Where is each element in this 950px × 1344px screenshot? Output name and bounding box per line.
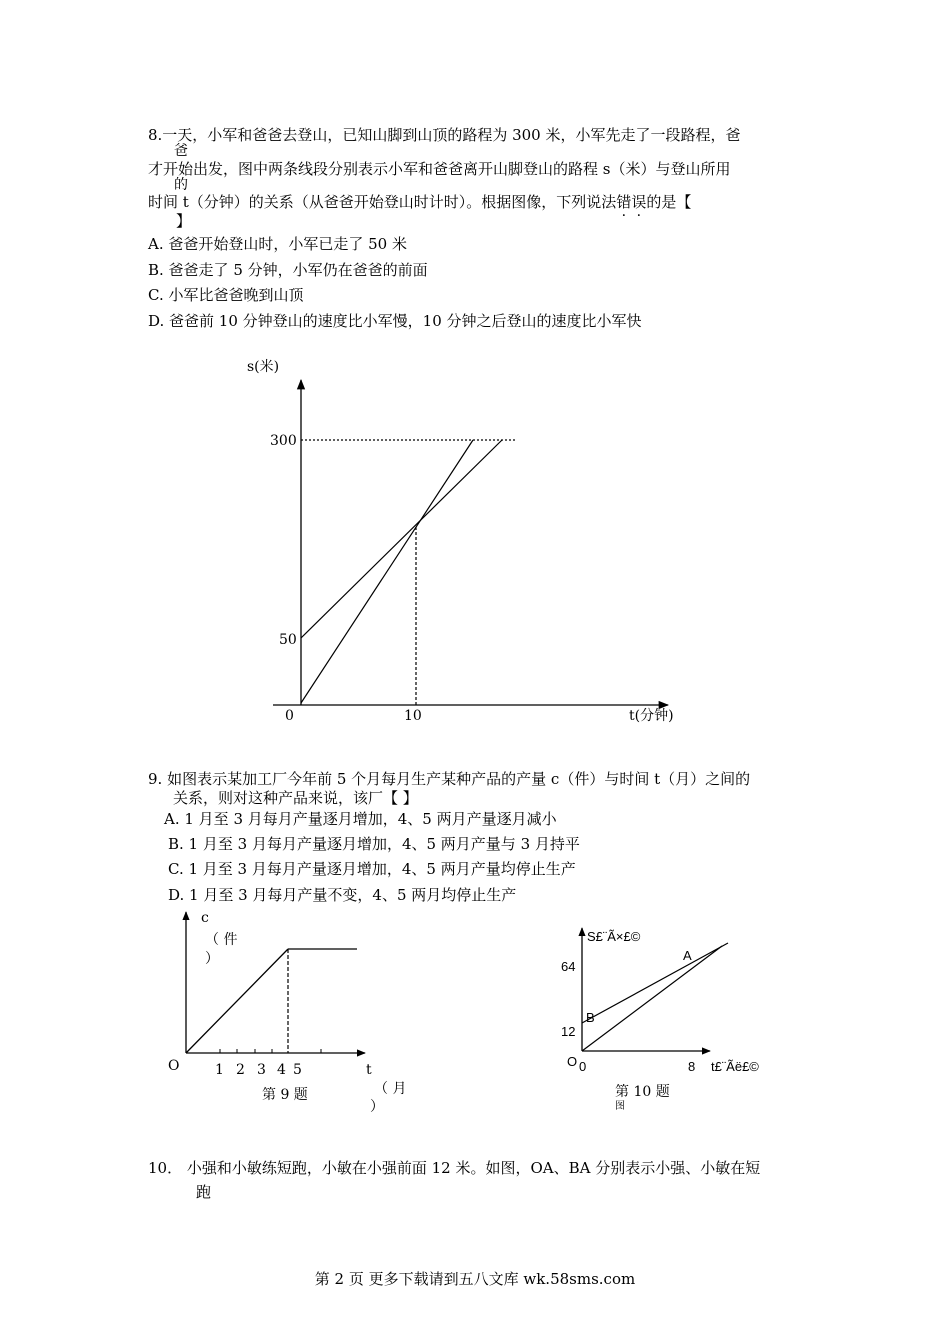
q9-option-d: D. 1 月至 3 月每月产量不变，4、5 两月均停止生产 [168,886,517,904]
q8-x-tick-10: 10 [404,708,422,724]
q10-point-b: B [586,1010,595,1025]
q8-y-axis-label: s(米) [247,359,280,375]
q8-line3-end: 的是【 [646,193,692,211]
q8-y-tick-50: 50 [279,632,297,648]
q9-y-label-c: c [201,910,209,926]
q9-option-b: B. 1 月至 3 月每月产量逐月增加，4、5 两月产量与 3 月持平 [168,835,580,853]
q10-caption-tail: 图 [615,1101,625,1112]
q10-x-label: t£¨Ãë£© [711,1059,759,1074]
q9-y-label-unit-close: ） [205,951,219,967]
q9-x-label-2: 2 [236,1062,245,1078]
q9-line2: 关系，则对这种产品来说，该厂【 】 [173,789,418,807]
q8-x-axis-label: t(分钟) [629,708,674,724]
q9-x-label-4: 4 [277,1062,286,1078]
q8-option-c: C. 小军比爸爸晚到山顶 [148,286,304,304]
q8-line1: 8.一天，小军和爸爸去登山，已知山脚到山顶的路程为 300 米，小军先走了一段路程，爸 [148,126,741,144]
q10-origin-0: 0 [579,1059,587,1074]
q9-x-label-t: t [366,1062,372,1078]
q10-origin-o: O [567,1054,578,1069]
q8-origin: 0 [285,708,294,724]
q8-line3-main: 时间 t（分钟）的关系（从爸爸开始登山时计时）。根据图像，下列说法 [148,193,617,211]
q8-emphasis-2: 误 [631,193,647,211]
q8-emphasis-1: 错 [616,193,632,211]
q8-line2: 才开始出发，图中两条线段分别表示小军和爸爸离开山脚登山的路程 s（米）与登山所用 [148,160,731,178]
q9-x-label-unit: （ 月 [374,1081,407,1097]
q8-option-a: A. 爸爸开始登山时，小军已走了 50 米 [148,235,407,253]
q8-bracket-close: 】 [176,212,192,230]
page-footer: 第 2 页 更多下载请到五八文库 wk.58sms.com [314,1270,636,1288]
q9-origin: O [168,1058,180,1074]
q10-line2: 跑 [196,1183,212,1201]
q10-line-ba [582,943,728,1023]
q9-x-label-5: 5 [293,1062,302,1078]
q9-x-label-1: 1 [215,1062,224,1078]
q9-x-label-unit-close: ） [370,1099,384,1115]
q8-option-d: D. 爸爸前 10 分钟登山的速度比小军慢，10 分钟之后登山的速度比小军快 [148,312,642,330]
q8-line1-tail: 爸 [174,143,188,159]
q8-line2-tail: 的 [174,177,188,193]
q10-tick-12: 12 [561,1024,576,1039]
q8-y-tick-300: 300 [270,433,297,449]
q8-option-b: B. 爸爸走了 5 分钟，小军仍在爸爸的前面 [148,261,428,279]
q9-caption: 第 9 题 [262,1087,308,1103]
q10-y-label: S£¨Ã×£© [587,929,641,944]
q9-x-label-3: 3 [257,1062,266,1078]
q10-tick-8: 8 [688,1059,696,1074]
q9-y-label-unit: （ 件 [205,932,238,948]
q9-option-a: A. 1 月至 3 月每月产量逐月增加，4、5 两月产量逐月减小 [164,810,557,828]
q10-line1: 10． 小强和小敏练短跑，小敏在小强前面 12 米。如图，OA、BA 分别表示小强、小敏在短 [148,1159,761,1177]
q9-option-c: C. 1 月至 3 月每月产量逐月增加，4、5 两月产量均停止生产 [168,860,576,878]
q10-caption: 第 10 题 [615,1084,670,1100]
q10-point-a: A [683,948,692,963]
q10-tick-64: 64 [561,959,576,974]
q10-line-oa [582,946,722,1051]
q9-line1: 9. 如图表示某加工厂今年前 5 个月每月生产某种产品的产量 c（件）与时间 t（月）之间的 [148,770,751,788]
